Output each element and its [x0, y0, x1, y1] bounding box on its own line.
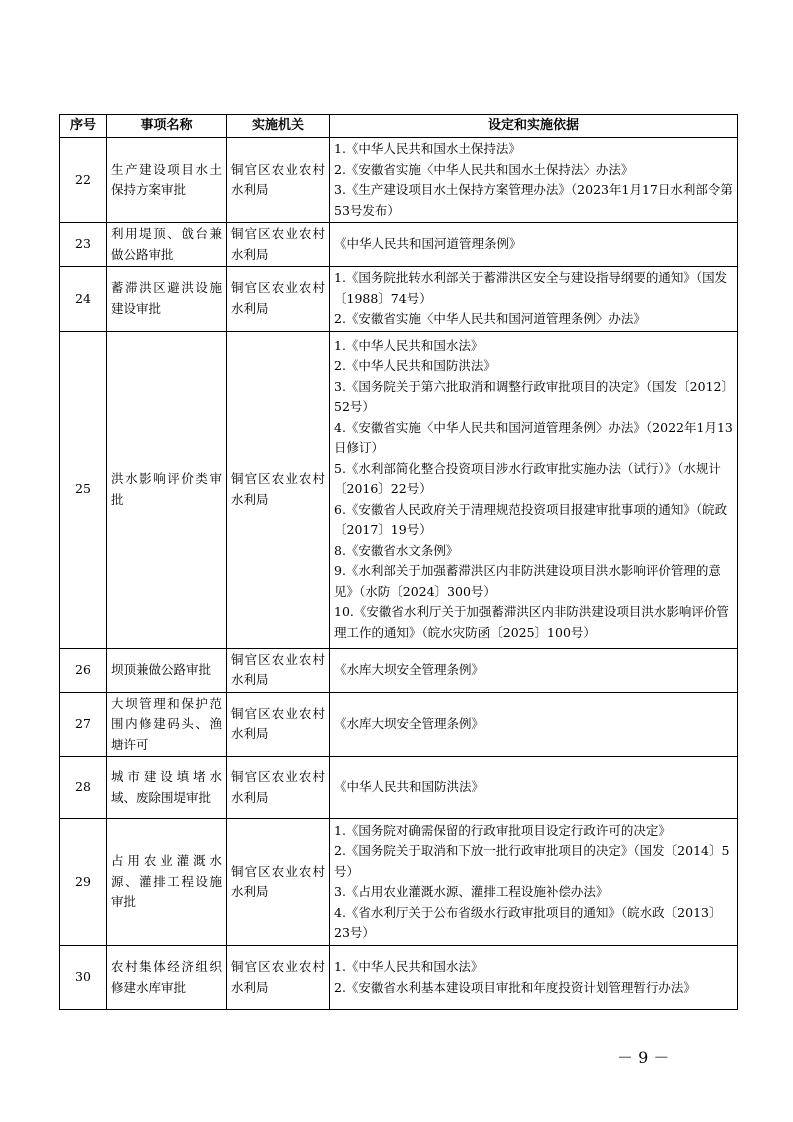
item-name: 占用农业灌溉水源、灌排工程设施审批 [107, 819, 227, 946]
basis-line: 2.《安徽省实施〈中华人民共和国水土保持法〉办法》 [334, 161, 634, 177]
basis-line: 4.《省水利厅关于公布省级水行政审批项目的通知》（皖水政〔2013〕23号） [334, 904, 722, 940]
header-legal-basis: 设定和实施依据 [330, 115, 738, 138]
legal-basis [330, 138, 738, 223]
basis-line: 9.《水利部关于加强蓄滞洪区内非防洪建设项目洪水影响评价管理的意见》（水防〔2024〕300号） [334, 563, 721, 599]
legal-basis [330, 757, 738, 819]
basis-line: 1.《国务院对确需保留的行政审批项目设定行政许可的决定》 [334, 822, 671, 838]
basis-line: 2.《中华人民共和国防洪法》 [334, 358, 496, 374]
basis-line: 4.《安徽省实施〈中华人民共和国河道管理条例〉办法》（2022年1月13日修订） [334, 419, 733, 456]
table-body [60, 138, 738, 1010]
implementing-agency: 铜官区农业农村水利局 [227, 138, 330, 223]
legal-basis [330, 648, 738, 692]
implementing-agency: 铜官区农业农村水利局 [227, 331, 330, 648]
row-number: 24 [60, 267, 107, 332]
table-row [60, 223, 738, 267]
implementing-agency: 铜官区农业农村水利局 [227, 223, 330, 267]
table-row [60, 267, 738, 332]
row-number: 25 [60, 331, 107, 648]
item-name: 大坝管理和保护范围内修建码头、渔塘许可 [107, 692, 227, 757]
basis-line: 5.《水利部简化整合投资项目涉水行政审批实施办法（试行）》（水规计〔2016〕22号） [334, 460, 721, 497]
basis-line: 1.《中华人民共和国水法》 [334, 959, 484, 974]
basis-line: 1.《中华人民共和国水法》 [334, 337, 484, 353]
legal-basis [330, 267, 738, 332]
row-number: 29 [60, 819, 107, 946]
basis-line: 2.《安徽省水利基本建设项目审批和年度投资计划管理暂行办法》 [334, 979, 696, 995]
row-number: 30 [60, 946, 107, 1010]
item-name: 利用堤顶、戗台兼做公路审批 [107, 223, 227, 267]
item-name: 城市建设填堵水域、废除围堤审批 [107, 757, 227, 819]
basis-line: 2.《国务院关于取消和下放一批行政审批项目的决定》（国发〔2014〕5号） [334, 843, 730, 879]
table-row [60, 757, 738, 819]
basis-line: 8.《安徽省水文条例》 [334, 542, 459, 558]
implementing-agency: 铜官区农业农村水利局 [227, 267, 330, 332]
table-row [60, 648, 738, 692]
implementing-agency: 铜官区农业农村水利局 [227, 692, 330, 757]
legal-basis [330, 331, 738, 648]
basis-line: 《中华人民共和国防洪法》 [334, 779, 485, 795]
basis-line: 10.《安徽省水利厅关于加强蓄滞洪区内非防洪建设项目洪水影响评价管理工作的通知》（皖水灾防函〔2025〕100号） [334, 604, 729, 640]
approval-items-table [59, 114, 738, 1010]
table-row [60, 946, 738, 1010]
header-item-name: 事项名称 [107, 115, 227, 138]
page-number: － 9 － [617, 1048, 670, 1067]
row-number: 26 [60, 648, 107, 692]
table-row [60, 819, 738, 946]
legal-basis [330, 223, 738, 267]
basis-line: 3.《生产建设项目水土保持方案管理办法》（2023年1月17日水利部令第53号发布） [334, 182, 733, 218]
row-number: 27 [60, 692, 107, 757]
basis-line: 6.《安徽省人民政府关于清理规范投资项目报建审批事项的通知》（皖政〔2017〕19号） [334, 501, 728, 538]
item-name: 蓄滞洪区避洪设施建设审批 [107, 267, 227, 332]
item-name: 生产建设项目水土保持方案审批 [107, 138, 227, 223]
row-number: 23 [60, 223, 107, 267]
item-name: 洪水影响评价类审批 [107, 331, 227, 648]
header-implementing-agency: 实施机关 [227, 115, 330, 138]
row-number: 28 [60, 757, 107, 819]
item-name: 农村集体经济组织修建水库审批 [107, 946, 227, 1010]
item-name: 坝顶兼做公路审批 [107, 648, 227, 692]
legal-basis [330, 819, 738, 946]
basis-line: 2.《安徽省实施〈中华人民共和国河道管理条例〉办法》 [334, 311, 646, 326]
basis-line: 3.《国务院关于第六批取消和调整行政审批项目的决定》（国发〔2012〕52号） [334, 378, 728, 415]
legal-basis [330, 946, 738, 1010]
implementing-agency: 铜官区农业农村水利局 [227, 946, 330, 1010]
basis-line: 1.《国务院批转水利部关于蓄滞洪区安全与建设指导纲要的通知》（国发〔1988〕74号） [334, 270, 728, 306]
row-number: 22 [60, 138, 107, 223]
table-row [60, 692, 738, 757]
basis-line: 《中华人民共和国河道管理条例》 [334, 236, 522, 252]
legal-basis [330, 692, 738, 757]
table-header-row [60, 115, 738, 138]
header-serial-number: 序号 [60, 115, 107, 138]
implementing-agency: 铜官区农业农村水利局 [227, 757, 330, 819]
basis-line: 《水库大坝安全管理条例》 [334, 716, 485, 731]
basis-line: 3.《占用农业灌溉水源、灌排工程设施补偿办法》 [334, 884, 609, 899]
basis-line: 1.《中华人民共和国水土保持法》 [334, 141, 521, 156]
basis-line: 《水库大坝安全管理条例》 [334, 661, 485, 677]
implementing-agency: 铜官区农业农村水利局 [227, 819, 330, 946]
implementing-agency: 铜官区农业农村水利局 [227, 648, 330, 692]
table-row [60, 331, 738, 648]
table-row [60, 138, 738, 223]
